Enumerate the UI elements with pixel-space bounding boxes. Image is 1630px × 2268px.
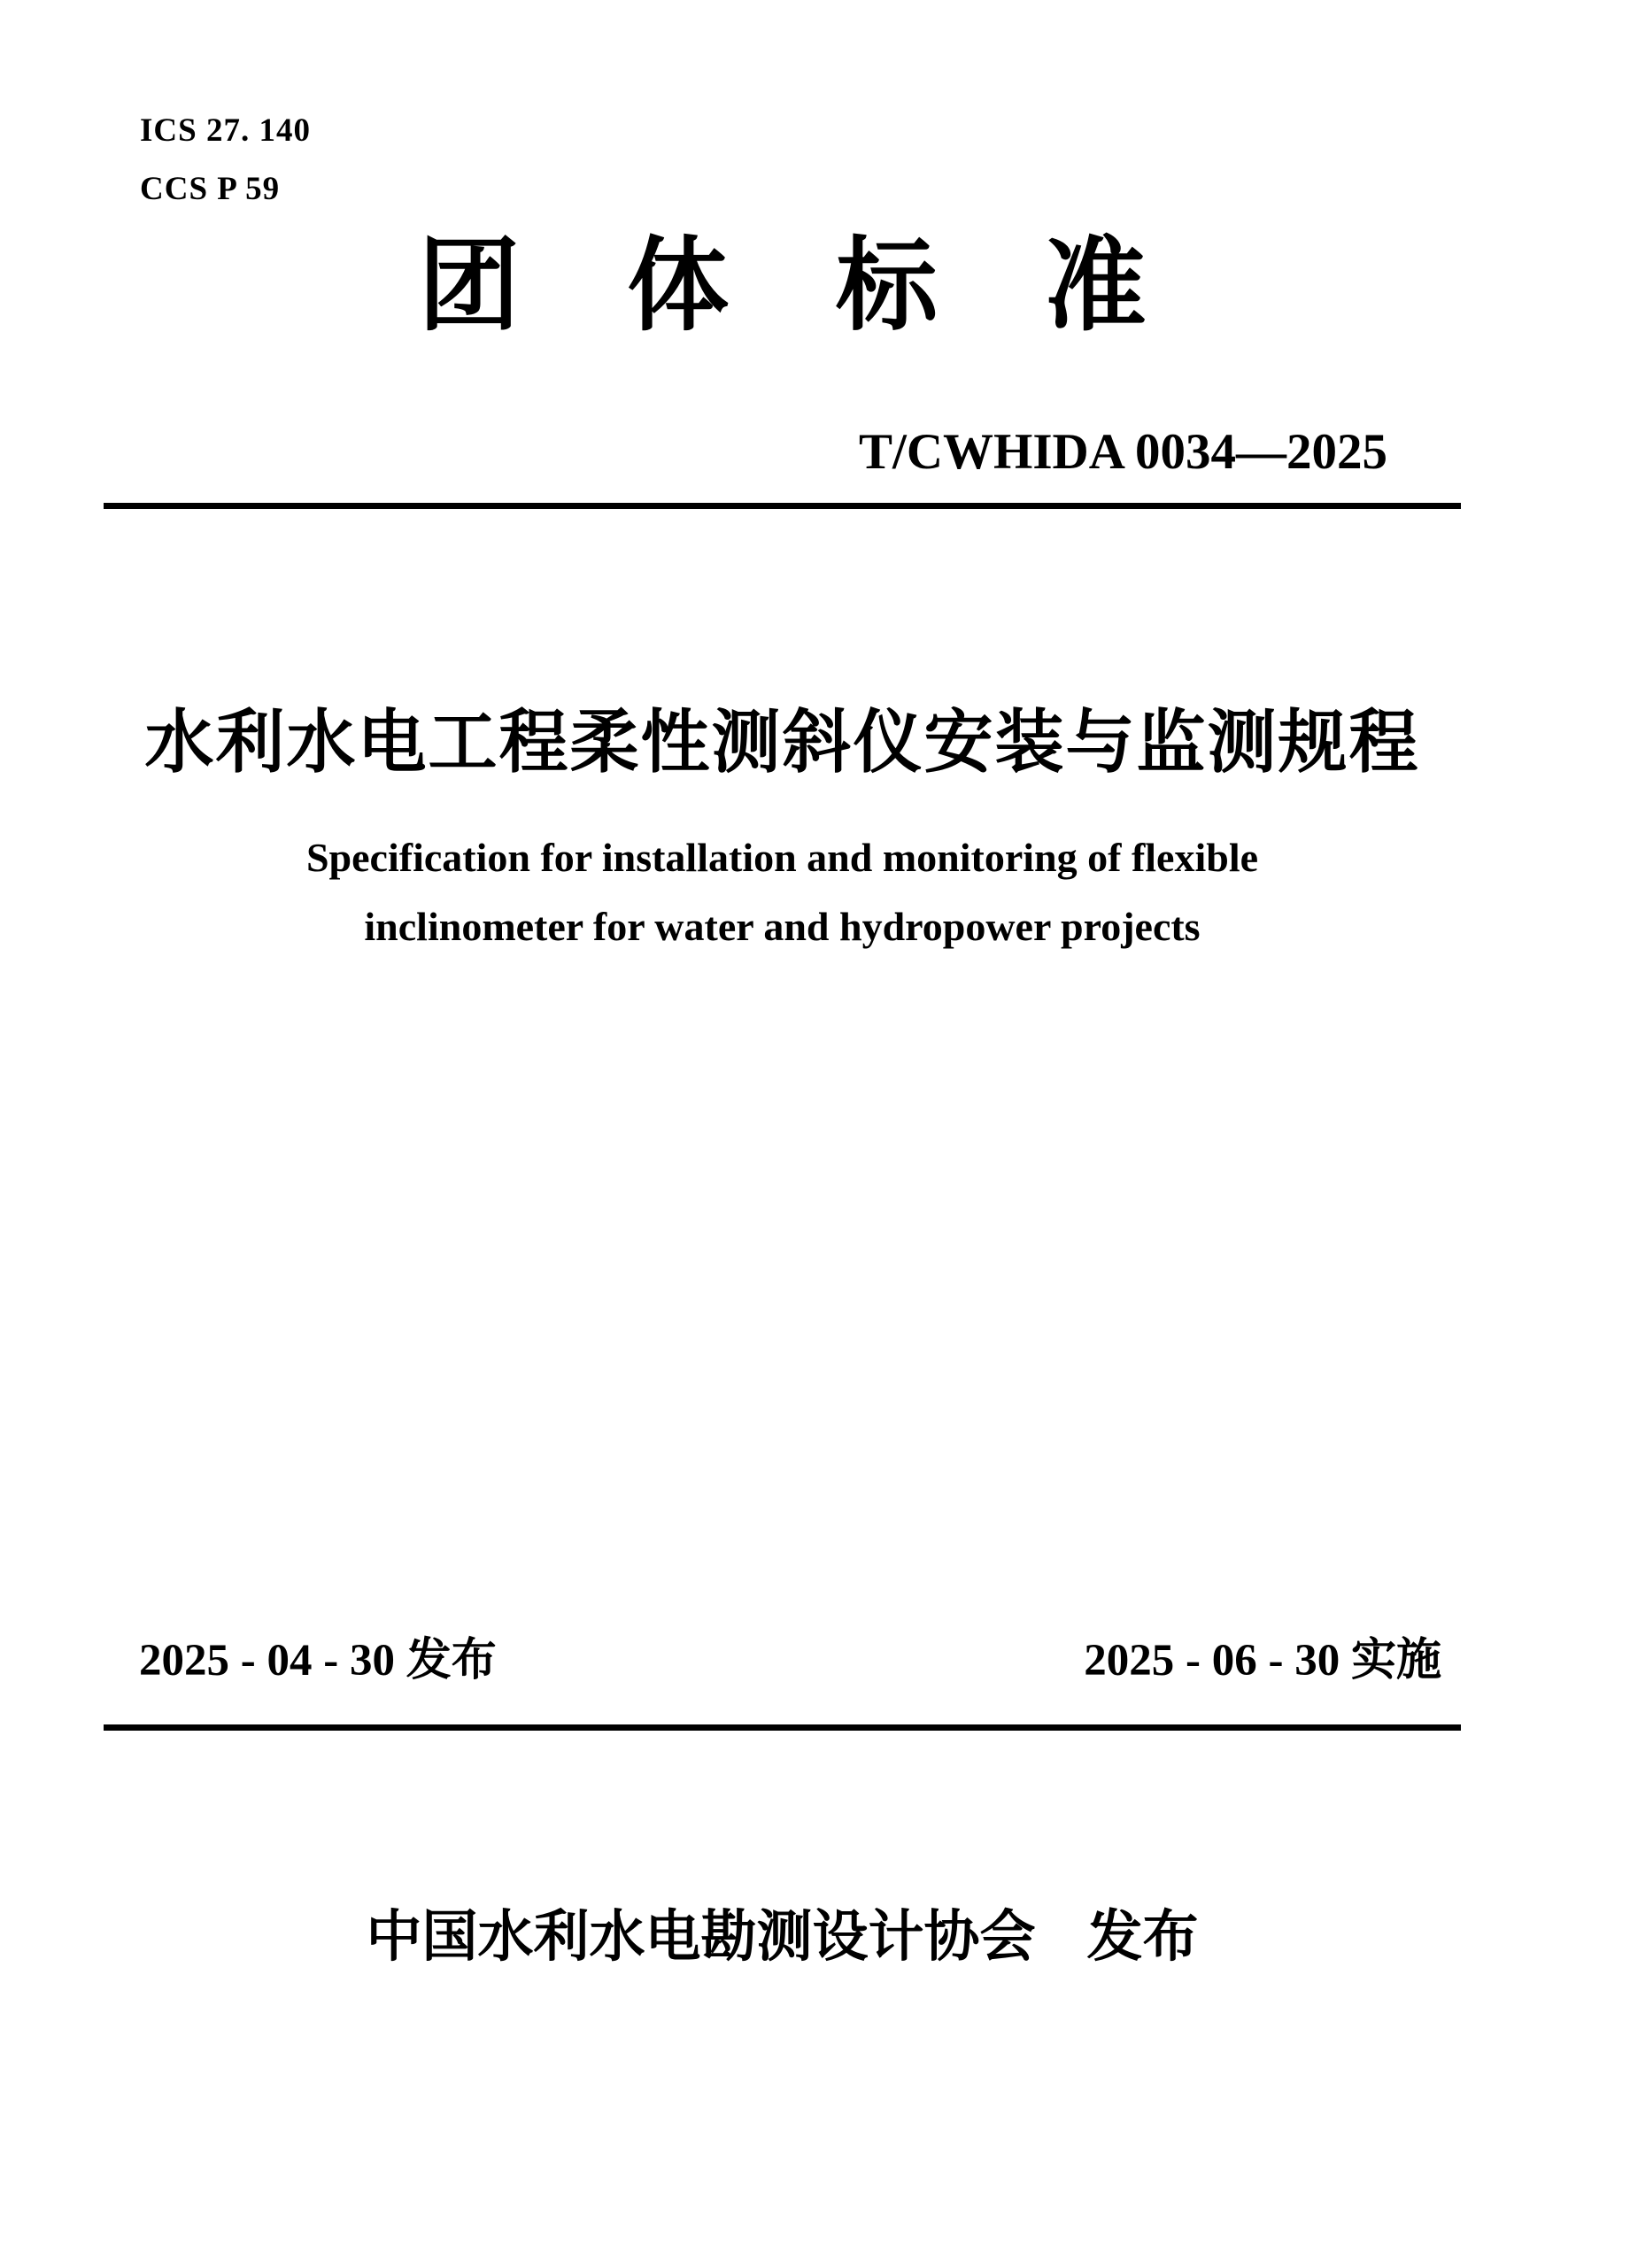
- publisher-line: [104, 1902, 1461, 1972]
- publisher-name: 中国水利水电勘测设计协会: [366, 1906, 1036, 1968]
- issue-date: 2025 - 04 - 30: [139, 1636, 406, 1686]
- ccs-code: CCS P 59: [140, 171, 281, 207]
- issue-date-label: 发布: [406, 1634, 497, 1685]
- title-english-line2: inclinometer for water and hydropower projects: [364, 904, 1201, 949]
- implement-date: 2025 - 06 - 30: [1084, 1636, 1351, 1686]
- title-english-line1: Specification for installation and monitoring of flexible: [305, 835, 1259, 880]
- title-english: [104, 823, 1461, 961]
- doc-type-text: 团体标准: [418, 229, 1254, 343]
- ics-code: ICS 27. 140: [140, 112, 311, 149]
- publish-label: 发布: [1086, 1906, 1199, 1968]
- standard-number: T/CWHIDA 0034—2025: [859, 424, 1387, 480]
- doc-type-heading: [104, 228, 1461, 343]
- dates-row: [104, 1636, 1461, 1685]
- divider-line-bottom: [104, 1724, 1461, 1731]
- implement-date-label: 实施: [1350, 1634, 1441, 1685]
- implement-date-group: [1084, 1636, 1441, 1685]
- title-chinese: 水利水电工程柔性测斜仪安装与监测规程: [144, 703, 1420, 781]
- divider-line-top: [104, 503, 1461, 509]
- issue-date-group: [139, 1636, 497, 1685]
